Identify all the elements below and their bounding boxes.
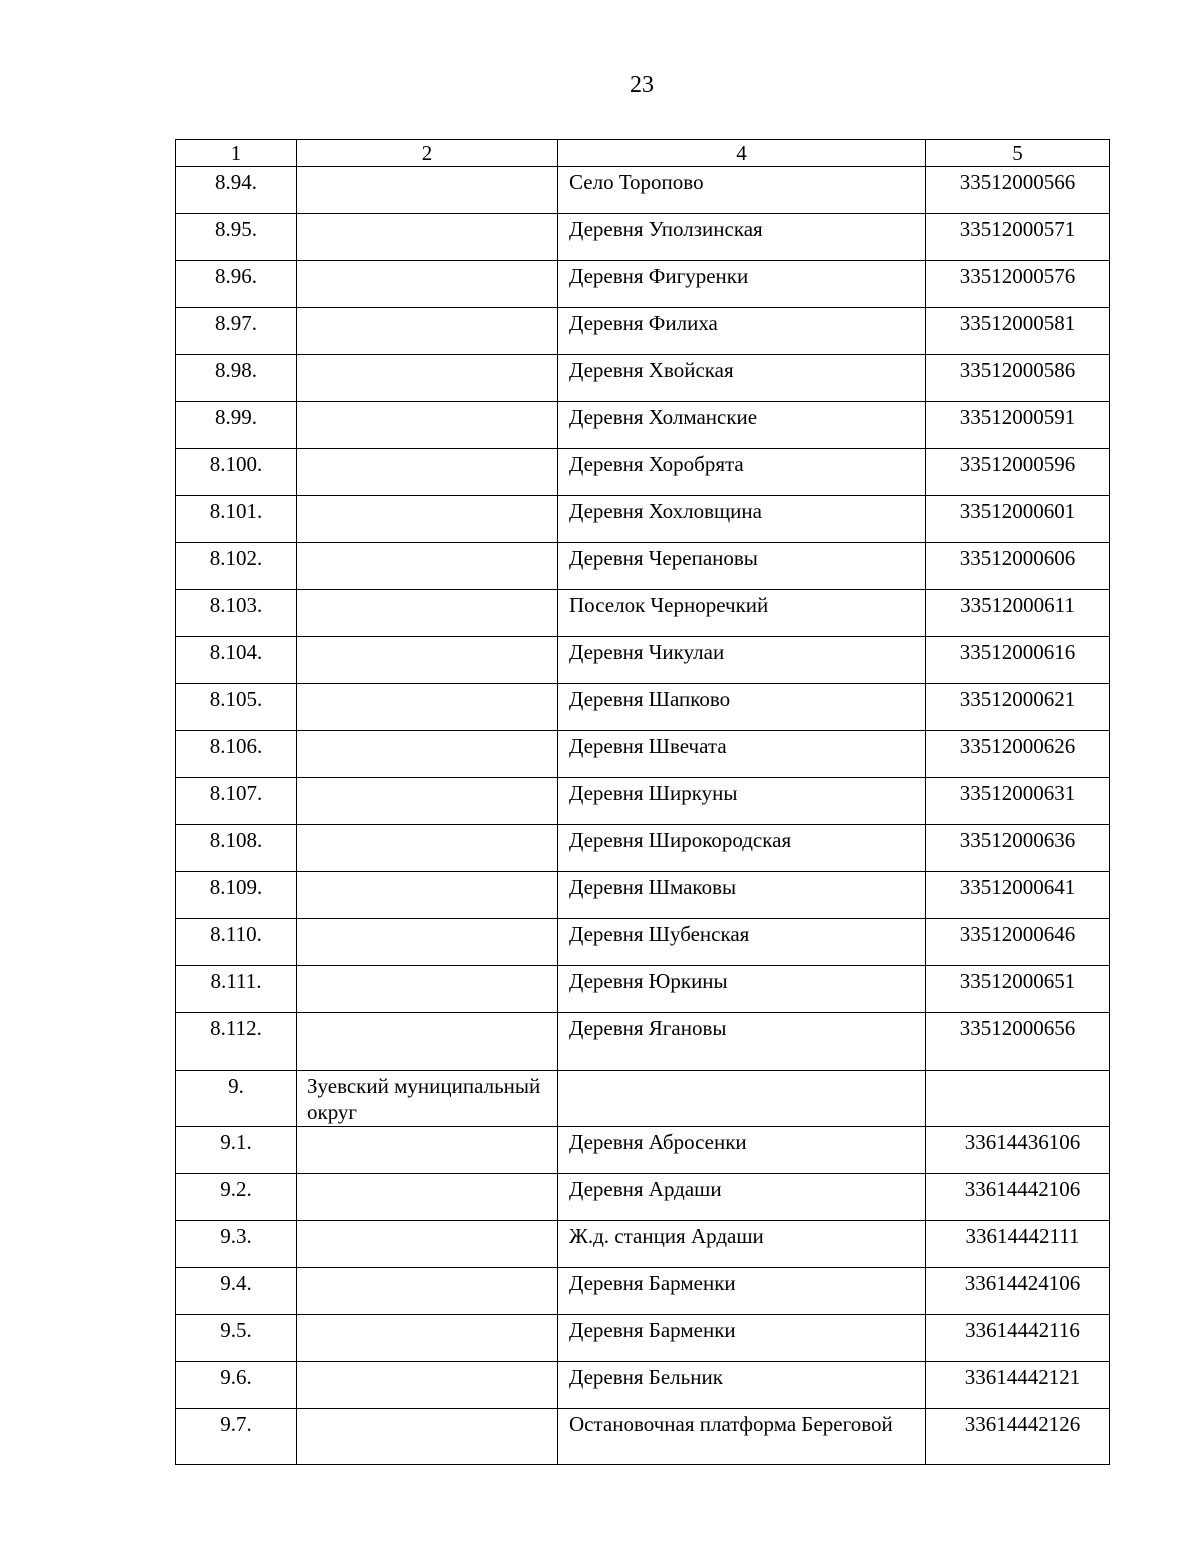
table-row [176, 1315, 1110, 1362]
oktmo-code: 33512000641 [926, 872, 1110, 919]
row-number: 8.98. [176, 355, 297, 402]
district-name [297, 1174, 558, 1221]
settlement-name: Деревня Хоробрята [558, 449, 926, 496]
settlement-name [558, 1071, 926, 1127]
oktmo-code: 33614442126 [926, 1409, 1110, 1465]
oktmo-code: 33512000621 [926, 684, 1110, 731]
table-row [176, 355, 1110, 402]
row-number: 8.99. [176, 402, 297, 449]
oktmo-code [926, 1071, 1110, 1127]
oktmo-code: 33512000651 [926, 966, 1110, 1013]
row-number: 9.4. [176, 1268, 297, 1315]
district-name [297, 966, 558, 1013]
header-col-1: 1 [176, 140, 297, 167]
district-name [297, 261, 558, 308]
oktmo-code: 33512000636 [926, 825, 1110, 872]
table-row [176, 214, 1110, 261]
district-name [297, 1221, 558, 1268]
oktmo-code: 33512000566 [926, 167, 1110, 214]
table-row [176, 167, 1110, 214]
table-row [176, 872, 1110, 919]
district-name [297, 402, 558, 449]
district-name [297, 1013, 558, 1071]
table-row [176, 496, 1110, 543]
district-name: Зуевский муниципальный округ [297, 1071, 558, 1127]
oktmo-code: 33512000616 [926, 637, 1110, 684]
row-number: 8.101. [176, 496, 297, 543]
table-row [176, 1071, 1110, 1127]
settlements-table [175, 139, 1110, 1465]
settlement-name: Деревня Шмаковы [558, 872, 926, 919]
page-number: 23 [630, 72, 654, 98]
oktmo-code: 33512000611 [926, 590, 1110, 637]
table-row [176, 1127, 1110, 1174]
settlement-name: Деревня Шапково [558, 684, 926, 731]
settlement-name: Деревня Широкородская [558, 825, 926, 872]
oktmo-code: 33614424106 [926, 1268, 1110, 1315]
district-name [297, 637, 558, 684]
row-number: 8.102. [176, 543, 297, 590]
settlement-name: Деревня Юркины [558, 966, 926, 1013]
settlement-name: Село Торопово [558, 167, 926, 214]
settlement-name: Деревня Абросенки [558, 1127, 926, 1174]
row-number: 9.6. [176, 1362, 297, 1409]
settlement-name: Деревня Филиха [558, 308, 926, 355]
table-row [176, 1409, 1110, 1465]
settlement-name: Деревня Холманские [558, 402, 926, 449]
table-row [176, 449, 1110, 496]
row-number: 8.95. [176, 214, 297, 261]
district-name [297, 684, 558, 731]
table-row [176, 919, 1110, 966]
settlement-name: Деревня Шубенская [558, 919, 926, 966]
row-number: 8.112. [176, 1013, 297, 1071]
district-name [297, 1409, 558, 1465]
oktmo-code: 33512000596 [926, 449, 1110, 496]
row-number: 8.105. [176, 684, 297, 731]
table-row [176, 637, 1110, 684]
row-number: 9.3. [176, 1221, 297, 1268]
row-number: 9.2. [176, 1174, 297, 1221]
row-number: 9.5. [176, 1315, 297, 1362]
row-number: 8.107. [176, 778, 297, 825]
settlement-name: Деревня Бельник [558, 1362, 926, 1409]
row-number: 9.1. [176, 1127, 297, 1174]
table-row [176, 1221, 1110, 1268]
settlement-name: Деревня Ширкуны [558, 778, 926, 825]
settlement-name: Деревня Черепановы [558, 543, 926, 590]
table-row [176, 402, 1110, 449]
district-name [297, 1315, 558, 1362]
row-number: 8.94. [176, 167, 297, 214]
table-row [176, 1013, 1110, 1071]
row-number: 8.96. [176, 261, 297, 308]
oktmo-code: 33512000606 [926, 543, 1110, 590]
district-name [297, 355, 558, 402]
district-name [297, 825, 558, 872]
settlement-name: Деревня Хвойская [558, 355, 926, 402]
oktmo-code: 33512000586 [926, 355, 1110, 402]
table-row [176, 825, 1110, 872]
district-name [297, 1362, 558, 1409]
settlement-name: Деревня Уползинская [558, 214, 926, 261]
district-name [297, 214, 558, 261]
table-row [176, 1268, 1110, 1315]
settlement-name: Деревня Хохловщина [558, 496, 926, 543]
district-name [297, 872, 558, 919]
district-name [297, 308, 558, 355]
table-row [176, 1362, 1110, 1409]
settlement-name: Деревня Ардаши [558, 1174, 926, 1221]
table-row [176, 966, 1110, 1013]
settlement-name: Деревня Барменки [558, 1315, 926, 1362]
settlement-name: Поселок Черноречкий [558, 590, 926, 637]
row-number: 8.111. [176, 966, 297, 1013]
table-row [176, 684, 1110, 731]
oktmo-code: 33512000631 [926, 778, 1110, 825]
district-name [297, 167, 558, 214]
district-name [297, 449, 558, 496]
table-row [176, 731, 1110, 778]
oktmo-code: 33512000591 [926, 402, 1110, 449]
table-row [176, 308, 1110, 355]
oktmo-code: 33512000646 [926, 919, 1110, 966]
settlement-name: Остановочная платформа Береговой [558, 1409, 926, 1465]
oktmo-code: 33614442106 [926, 1174, 1110, 1221]
row-number: 8.108. [176, 825, 297, 872]
table-row [176, 1174, 1110, 1221]
row-number: 9.7. [176, 1409, 297, 1465]
oktmo-code: 33614436106 [926, 1127, 1110, 1174]
district-name [297, 543, 558, 590]
district-name [297, 1268, 558, 1315]
table-row [176, 261, 1110, 308]
district-name [297, 731, 558, 778]
district-name [297, 1127, 558, 1174]
row-number: 8.106. [176, 731, 297, 778]
row-number: 8.100. [176, 449, 297, 496]
district-name [297, 496, 558, 543]
oktmo-code: 33614442111 [926, 1221, 1110, 1268]
oktmo-code: 33512000576 [926, 261, 1110, 308]
settlement-name: Деревня Барменки [558, 1268, 926, 1315]
oktmo-code: 33512000571 [926, 214, 1110, 261]
table-row [176, 590, 1110, 637]
row-number: 8.103. [176, 590, 297, 637]
settlement-name: Деревня Ягановы [558, 1013, 926, 1071]
row-number: 9. [176, 1071, 297, 1127]
oktmo-code: 33614442121 [926, 1362, 1110, 1409]
header-col-5: 5 [926, 140, 1110, 167]
settlement-name: Деревня Чикулаи [558, 637, 926, 684]
header-col-4: 4 [558, 140, 926, 167]
district-name [297, 778, 558, 825]
settlement-name: Деревня Фигуренки [558, 261, 926, 308]
settlement-name: Деревня Швечата [558, 731, 926, 778]
district-name [297, 919, 558, 966]
district-name [297, 590, 558, 637]
row-number: 8.110. [176, 919, 297, 966]
header-col-2: 2 [297, 140, 558, 167]
oktmo-code: 33512000601 [926, 496, 1110, 543]
table-row [176, 543, 1110, 590]
oktmo-code: 33614442116 [926, 1315, 1110, 1362]
settlement-name: Ж.д. станция Ардаши [558, 1221, 926, 1268]
row-number: 8.104. [176, 637, 297, 684]
oktmo-code: 33512000626 [926, 731, 1110, 778]
row-number: 8.109. [176, 872, 297, 919]
table-row [176, 778, 1110, 825]
oktmo-code: 33512000656 [926, 1013, 1110, 1071]
table-header-row [176, 140, 1110, 167]
row-number: 8.97. [176, 308, 297, 355]
oktmo-code: 33512000581 [926, 308, 1110, 355]
